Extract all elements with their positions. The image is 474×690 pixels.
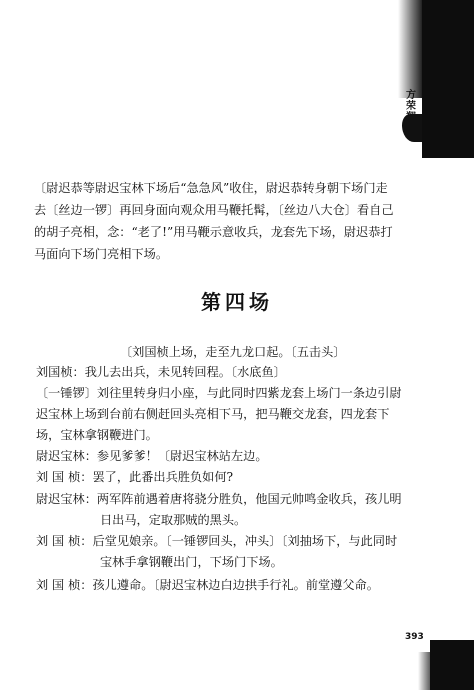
dialogue-continuation: 日出马，定取那贼的黑头。 [100, 513, 247, 527]
stage-direction: 〔刘国桢上场，走至九龙口起。〔五击头〕 [120, 345, 346, 359]
stage-direction: 〔一锤锣〕刘往里转身归小座，与此同时四紫龙套上场门一条边引尉 [36, 386, 402, 400]
intro-line: 的胡子亮相，念：“老了!”用马鞭示意收兵，龙套先下场，尉迟恭打 [34, 225, 393, 239]
corner-tab [430, 640, 474, 690]
dialogue-line: 刘 国 桢：孩儿遵命。〔尉迟宝林边白边拱手行礼。前堂遵父命。 [36, 578, 379, 592]
intro-line: 马面向下场门亮相下场。 [34, 247, 169, 261]
dialogue-line: 尉迟宝林：两军阵前遇着唐将骁分胜负，他国元帅鸣金收兵，孩儿明 [36, 492, 402, 506]
tab-char: 荣 [406, 101, 416, 112]
stage-direction: 迟宝林上场到台前右侧赶回头亮相下马，把马鞭交龙套，四龙套下 [36, 407, 390, 421]
dialogue-line: 尉迟宝林：参见爹爹！〔尉迟宝林站左边。 [36, 449, 268, 463]
tab-decoration [402, 114, 422, 142]
dialogue-line: 刘国桢：我儿去出兵，未见转回程。〔水底鱼〕 [36, 365, 286, 379]
dialogue-line: 刘 国 桢：后堂见娘亲。〔一锤锣回头，冲头〕〔刘抽场下，与此同时 [36, 534, 398, 548]
intro-line: 去〔丝边一锣〕再回身面向观众用马鞭托髯，〔丝边八大仓〕看自己 [34, 203, 394, 217]
page-number: 393 [405, 632, 424, 642]
scene-title: 第四场 [201, 290, 273, 314]
dialogue-continuation: 宝林手拿钢鞭出门，下场门下场。 [100, 555, 283, 569]
intro-line: 〔尉迟恭等尉迟宝林下场后“急急风”收住，尉迟恭转身朝下场门走 [34, 181, 388, 195]
stage-direction: 场，宝林拿钢鞭进门。 [36, 428, 158, 442]
dialogue-line: 刘 国 桢：罢了，此番出兵胜负如何? [36, 470, 234, 484]
thumb-tab [422, 0, 474, 158]
tab-char: 方 [406, 90, 416, 101]
thumb-tab-edge [398, 0, 422, 98]
